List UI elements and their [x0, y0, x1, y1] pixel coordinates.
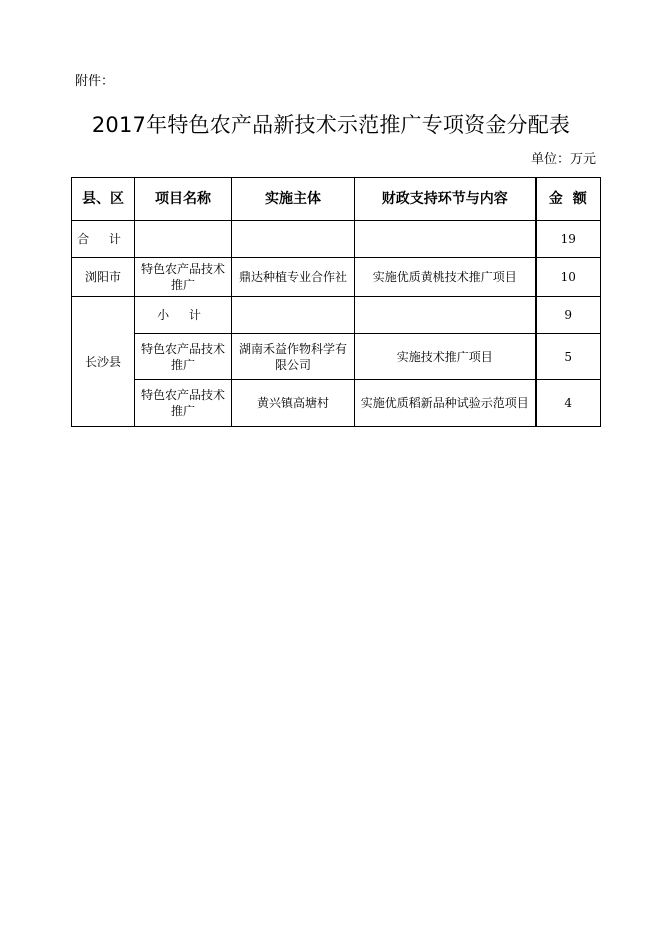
- table-row-liuyang: [72, 258, 601, 297]
- total-entity: [232, 221, 355, 258]
- table-row-changsha-subtotal: [72, 297, 601, 334]
- project-cell: 特色农产品技术推广: [135, 334, 232, 380]
- subtotal-content: [355, 297, 536, 334]
- amount-cell: 10: [536, 258, 601, 297]
- content-cell: 实施技术推广项目: [355, 334, 536, 380]
- project-cell: 特色农产品技术推广: [135, 380, 232, 427]
- total-label: 合 计: [72, 221, 135, 258]
- subtotal-label: 小 计: [135, 297, 232, 334]
- total-project: [135, 221, 232, 258]
- amount-cell: 4: [536, 380, 601, 427]
- county-cell-liuyang: 浏阳市: [72, 258, 135, 297]
- subtotal-amount: 9: [536, 297, 601, 334]
- unit-label: 单位：万元: [530, 152, 596, 167]
- total-amount: 19: [536, 221, 601, 258]
- content-cell: 实施优质黄桃技术推广项目: [355, 258, 536, 297]
- table-row-total: [72, 221, 601, 258]
- entity-cell: 湖南禾益作物科学有限公司: [232, 334, 355, 380]
- allocation-table: [71, 177, 601, 427]
- subtotal-entity: [232, 297, 355, 334]
- total-content: [355, 221, 536, 258]
- header-county: 县、区: [72, 178, 135, 221]
- header-entity: 实施主体: [232, 178, 355, 221]
- content-cell: 实施优质稻新品种试验示范项目: [355, 380, 536, 427]
- header-content: 财政支持环节与内容: [355, 178, 536, 221]
- amount-cell: 5: [536, 334, 601, 380]
- entity-cell: 鼎达种植专业合作社: [232, 258, 355, 297]
- project-cell: 特色农产品技术推广: [135, 258, 232, 297]
- entity-cell: 黄兴镇高塘村: [232, 380, 355, 427]
- header-project: 项目名称: [135, 178, 232, 221]
- document-title: 2017年特色农产品新技术示范推广专项资金分配表: [91, 113, 571, 137]
- county-cell-changsha: 长沙县: [72, 297, 135, 427]
- table-row: [72, 380, 601, 427]
- table-header-row: [72, 178, 601, 221]
- table-row: [72, 334, 601, 380]
- attachment-label: 附件：: [75, 74, 115, 89]
- header-amount: 金额: [536, 178, 601, 221]
